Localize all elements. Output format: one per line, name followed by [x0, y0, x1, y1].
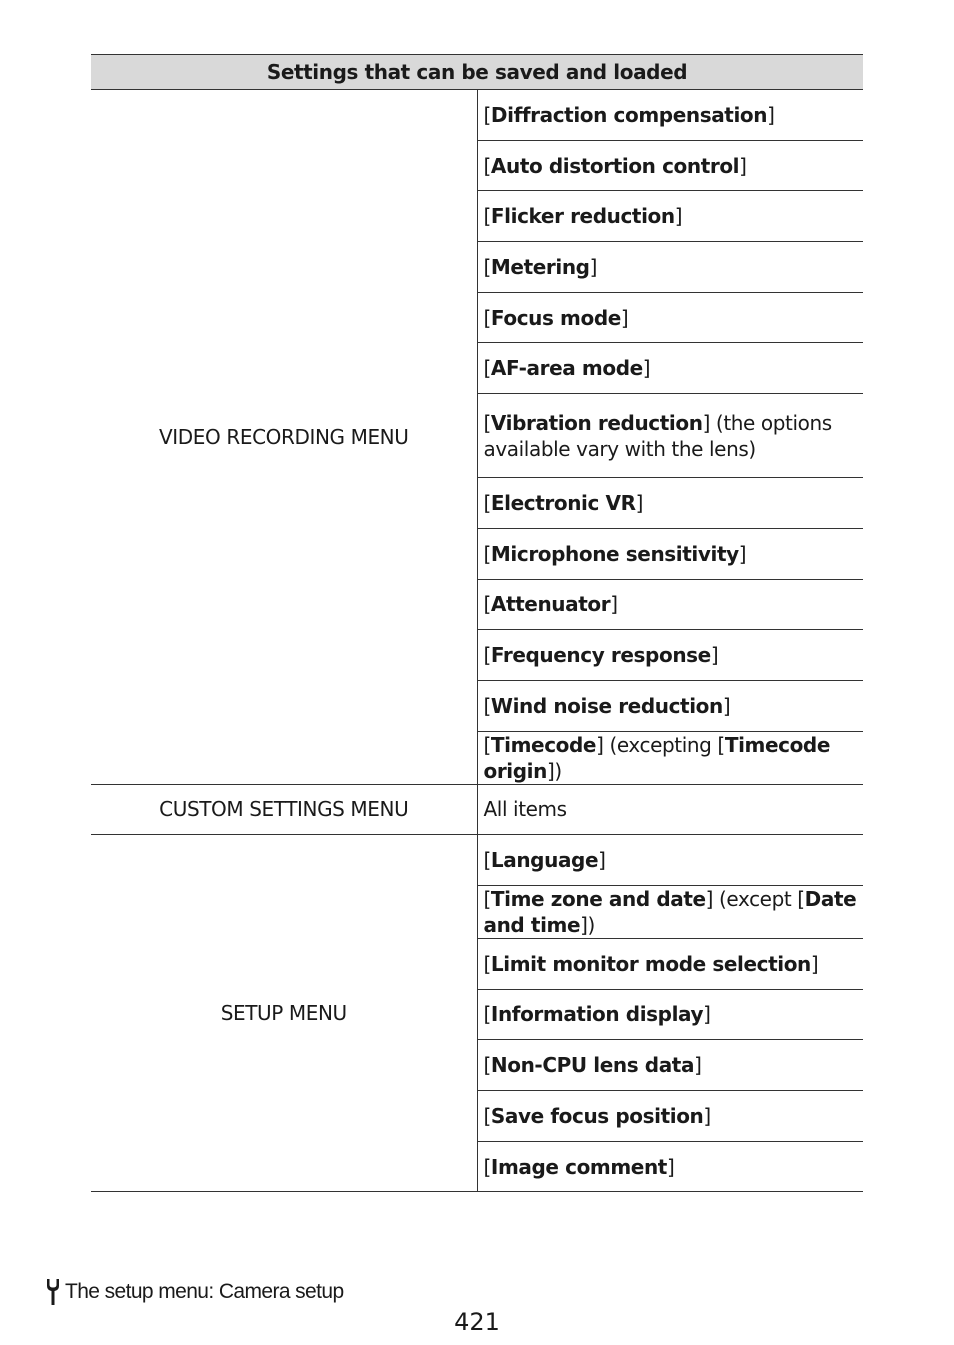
table-row	[91, 90, 863, 141]
menu-name-video: VIDEO RECORDING MENU	[91, 90, 477, 785]
footer-section-link[interactable]	[45, 1278, 344, 1306]
setting-item: [Flicker reduction]	[477, 191, 863, 242]
setting-item: [Vibration reduction] (the options available vary with the lens)	[477, 394, 863, 478]
menu-name-custom: CUSTOM SETTINGS MENU	[91, 784, 477, 835]
table-row	[91, 835, 863, 886]
setting-item: [Wind noise reduction]	[477, 680, 863, 731]
footer-text: The setup menu: Camera setup	[65, 1280, 344, 1303]
table-row	[91, 784, 863, 835]
setting-item: [Focus mode]	[477, 292, 863, 343]
setting-item: [Electronic VR]	[477, 478, 863, 529]
setting-item: [Attenuator]	[477, 579, 863, 630]
wrench-icon	[45, 1278, 61, 1306]
setting-item: [Time zone and date] (except [Date and time])	[477, 885, 863, 938]
setting-item: [Limit monitor mode selection]	[477, 938, 863, 989]
setting-item: [AF-area mode]	[477, 343, 863, 394]
setting-item: [Diffraction compensation]	[477, 90, 863, 141]
table-header-row	[91, 55, 863, 90]
setting-item: [Save focus position]	[477, 1091, 863, 1142]
setting-item: [Timecode] (excepting [Timecode origin])	[477, 731, 863, 784]
setting-item: All items	[477, 784, 863, 835]
setting-item: [Information display]	[477, 989, 863, 1040]
setting-item: [Frequency response]	[477, 630, 863, 681]
setting-item: [Image comment]	[477, 1141, 863, 1192]
setting-item: [Metering]	[477, 242, 863, 293]
menu-name-setup: SETUP MENU	[91, 835, 477, 1192]
table-header: Settings that can be saved and loaded	[91, 55, 863, 90]
setting-item: [Auto distortion control]	[477, 140, 863, 191]
settings-table	[91, 54, 863, 1192]
page-number: 421	[454, 1308, 500, 1336]
setting-item: [Non-CPU lens data]	[477, 1040, 863, 1091]
setting-item: [Microphone sensitivity]	[477, 528, 863, 579]
setting-item: [Language]	[477, 835, 863, 886]
